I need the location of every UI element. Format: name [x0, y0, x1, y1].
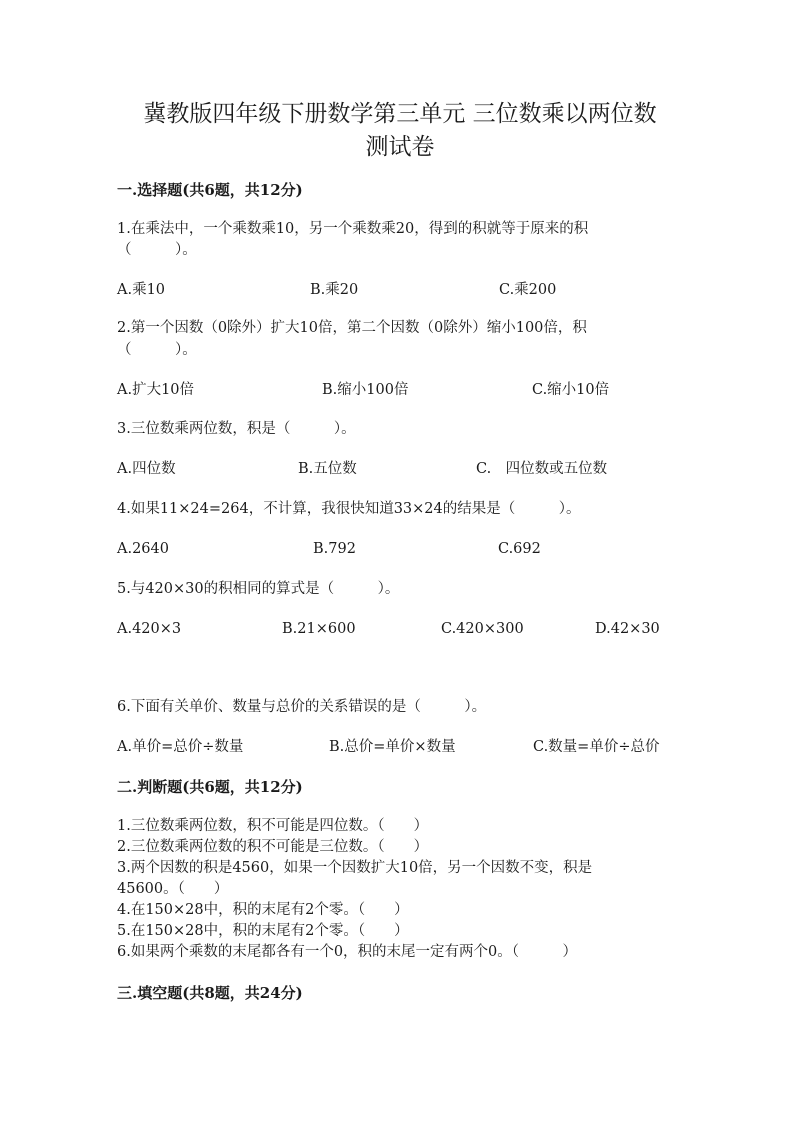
judge-item-1: 1.三位数乘两位数，积不可能是四位数。（ ）: [117, 818, 429, 834]
judge-item-6: 6.如果两个乘数的末尾都各有一个0，积的末尾一定有两个0。（ ）: [117, 944, 578, 960]
question-6-stem: 6.下面有关单价、数量与总价的关系错误的是（ ）。: [117, 699, 487, 715]
question-2-stem-line1: 2.第一个因数（0除外）扩大10倍，第二个因数（0除外）缩小100倍，积: [117, 320, 587, 336]
judge-item-5: 5.在150×28中，积的末尾有2个零。（ ）: [117, 923, 409, 939]
question-4-stem: 4.如果11×24=264，不计算，我很快知道33×24的结果是（ ）。: [117, 501, 581, 517]
judge-item-3-line1: 3.两个因数的积是4560，如果一个因数扩大10倍，另一个因数不变，积是: [117, 860, 593, 876]
judge-item-4: 4.在150×28中，积的末尾有2个零。（ ）: [117, 902, 409, 918]
question-3-option-b: B.五位数: [298, 461, 357, 477]
page-title-line2: 测试卷: [365, 134, 435, 160]
section-heading-choice: 一.选择题(共6题，共12分): [117, 181, 303, 199]
question-5-stem: 5.与420×30的积相同的算式是（ ）。: [117, 581, 400, 597]
question-4-option-a: A.2640: [117, 541, 169, 557]
question-2-stem-line2: （ ）。: [117, 342, 197, 358]
question-1-option-c: C.乘200: [499, 282, 557, 298]
question-4-option-c: C.692: [498, 541, 541, 557]
section-heading-fill: 三.填空题(共8题，共24分): [117, 984, 303, 1002]
question-2-option-b: B.缩小100倍: [322, 382, 409, 398]
question-2-option-c: C.缩小10倍: [532, 382, 610, 398]
question-6-option-b: B.总价=单价×数量: [329, 739, 456, 755]
judge-item-2: 2.三位数乘两位数的积不可能是三位数。（ ）: [117, 839, 429, 855]
question-5-option-c: C.420×300: [441, 621, 524, 637]
question-1-option-a: A.乘10: [117, 282, 166, 298]
question-6-option-a: A.单价=总价÷数量: [117, 739, 244, 755]
page-title-line1: 冀教版四年级下册数学第三单元 三位数乘以两位数: [143, 101, 657, 127]
question-3-option-a: A.四位数: [117, 461, 176, 477]
section-heading-judge: 二.判断题(共6题，共12分): [117, 778, 303, 796]
question-2-option-a: A.扩大10倍: [117, 382, 195, 398]
question-1-stem-line1: 1.在乘法中，一个乘数乘10，另一个乘数乘20，得到的积就等于原来的积: [117, 221, 589, 237]
question-3-option-c: C. 四位数或五位数: [476, 461, 608, 477]
question-1-stem-line2: （ ）。: [117, 242, 197, 258]
question-6-option-c: C.数量=单价÷总价: [533, 739, 660, 755]
question-5-option-d: D.42×30: [595, 621, 660, 637]
judge-item-3-line2: 45600。（ ）: [117, 881, 229, 897]
question-5-option-b: B.21×600: [282, 621, 356, 637]
question-1-option-b: B.乘20: [310, 282, 359, 298]
question-4-option-b: B.792: [313, 541, 356, 557]
question-3-stem: 3.三位数乘两位数，积是（ ）。: [117, 421, 356, 437]
question-5-option-a: A.420×3: [117, 621, 182, 637]
